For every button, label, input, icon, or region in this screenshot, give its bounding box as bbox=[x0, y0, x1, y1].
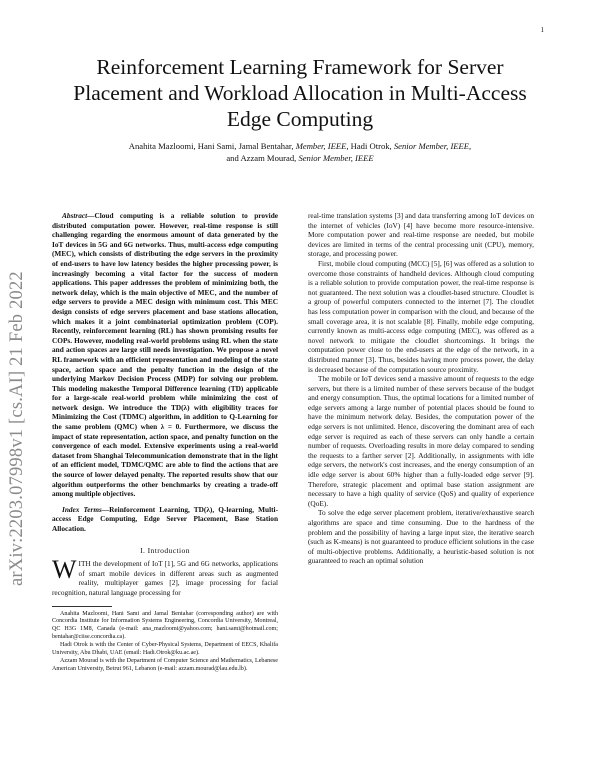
author-role-1: Member, IEEE, bbox=[295, 141, 349, 151]
author-role-3: Senior Member, IEEE bbox=[298, 152, 374, 163]
intro-text: ITH the development of IoT [1], 5G and 6G networks, applications of smart mobile devices in different areas such as augmented reality, multiplayer games [2], image processing for facial recognition, natural language processing for bbox=[52, 559, 278, 597]
footnote-divider bbox=[52, 606, 112, 607]
footnote: Azzam Mourad is with the Department of Computer Science and Mathematics, Lebanese American University, Beirut 961, Lebanon (e-mail: azzam.mourad@lau.edu.lb). bbox=[52, 658, 278, 672]
abstract-label: Abstract bbox=[62, 211, 88, 220]
section-heading-introduction: I. Introduction bbox=[140, 545, 190, 555]
arxiv-identifier: arXiv:2203.07998v1 [cs.AI] 21 Feb 2022 bbox=[7, 271, 27, 586]
abstract-text: —Cloud computing is a reliable solution to provide distributed computation power. However, real-time response is still challenging regarding the enormous amount of data generated by the IoT devices in 5G and 6G networks. Thus, multi-access edge computing (MEC), which consists of distributing the edge servers in the proximity of end-users to have low latency besides the higher processing power, is increasingly becoming a vital factor for the success of modern applications. This paper addresses the problem of minimizing both, the network delay, which is the main objective of MEC, and the number of edge servers to provide a MEC design with minimum cost. This MEC design consists of edge servers placement and base stations allocation, which makes it a joint combinatorial optimization problem (COP). Recently, reinforcement learning (RL) has shown promising results for COPs. However, modeling real-world problems using RL when the state and action spaces are large still needs investigation. We propose a novel RL framework with an efficient representation and modeling of the state space, action space and the penalty function in the design of the underlying Markov Decision Process (MDP) for solving our problem. This modeling makesthe Temporal Difference learning (TD) applicable for a large-scale real-world problem while minimizing the cost of network design. We introduce the TD(λ) with eligibility traces for Minimizing the Cost (TDMC) algorithm, in addition to Q-Learning for the same problem (QMC) when λ = 0. Furthermore, we discuss the impact of state representation, action space, and penalty function on the convergence of each model. Extensive experiments using a real-world dataset from Shanghai Telecommunication demonstrate that in the light of an efficient model, TDMC/QMC are able to find the actions that are the source of lower delayed penalty. The reported results show that our algorithm outperforms the other benchmarks by creating a trade-off among multiple objectives. bbox=[52, 211, 278, 499]
drop-cap: W bbox=[52, 555, 77, 585]
body-paragraph: To solve the edge server placement problem, iterative/exhaustive search algorithms are space and time consuming. Due to the hardness of the problem and the possibility of having a large input size, the iterative search (such as K-means) is not guaranteed to produce efficient solutions in the case of multi-objective problems. Additionally, a heuristic-based solution is not guaranteed to reach an optimal solution bbox=[308, 508, 534, 566]
footnote: Anahita Mazloomi, Hani Sami and Jamal Bentahar (corresponding author) are with Concordia Institute for Information Systems Engineering, Concordia University, Montreal, QC H3G 1M8, Canada (e-mail: ana_mazloomi@yahoo.com; hani.sami@hotmail.com; bentahar@ciise.concordia.ca). bbox=[52, 610, 278, 641]
right-column bbox=[308, 211, 534, 566]
body-paragraph: real-time translation systems [3] and data transferring among IoT devices on the internet of vehicles (IoV) [4] have become more resource-intensive. More computation power and real-time response are needed, but mobile devices are limited in terms of the central processing unit (CPU), memory, storage, and processing power. bbox=[308, 211, 534, 259]
body-paragraph: The mobile or IoT devices send a massive amount of requests to the edge servers, but there is a limited number of these servers because of the budget and energy consumption. Thus, the optimal locations for a limited number of edge servers among a large number of potential places should be found to have the minimum network delay. Besides, the computation power of the edge servers is not unlimited. Hence, discovering the dominant area of each edge server is required as each of these servers can only handle a certain number of requests. Overloading results in more delay compared to sending the requests to a farther server [2]. Additionally, in assignments with idle edge servers, the network's cost increases, and the energy consumption of an idle edge server is about 60% higher than a fully-loaded edge server [9]. Therefore, strategic placement and optimal base station assignment are necessary to have a high quality of service (QoS) and quality of experience (QoE). bbox=[308, 374, 534, 508]
index-terms-label: Index Terms bbox=[62, 504, 102, 514]
intro-paragraph bbox=[52, 555, 278, 597]
author-names-1: Anahita Mazloomi, Hani Sami, Jamal Bentahar, bbox=[128, 141, 294, 151]
author-names-2: Hadi Otrok, bbox=[350, 141, 392, 151]
paper-title: Reinforcement Learning Framework for Server Placement and Workload Allocation in Multi-Access Edge Computing bbox=[73, 55, 527, 131]
index-terms-text: —Reinforcement Learning, TD(λ), Q-learning, Multi-access Edge Computing, Edge Server Placement, Base Station Allocation. bbox=[52, 504, 278, 533]
left-column bbox=[52, 211, 278, 674]
author-names-3: and Azzam Mourad, bbox=[226, 152, 297, 163]
author-role-2: Senior Member, IEEE, bbox=[393, 141, 472, 151]
footnote: Hadi Otrok is with the Center of Cyber-Physical Systems, Department of EECS, Khalifa University, Abu Dhabi, UAE (email: Hadi.Otrok@ku.ac.ae). bbox=[52, 642, 278, 657]
index-terms bbox=[52, 505, 278, 534]
abstract bbox=[52, 211, 278, 499]
page-number: 1 bbox=[540, 26, 544, 34]
body-paragraph: First, mobile cloud computing (MCC) [5], [6] was offered as a solution to overcome those constraints of handheld devices. Although cloud computing is a reliable solution to provide computation power, the real-time response is not guaranteed. The next solution was a cloudlet-based structure. Cloudlet is a group of powerful computers connected to the internet [7]. The cloudlet has less computation power in comparison with the cloud, and because of the small coverage area, it is not scalable [8]. Finally, mobile edge computing, currently known as multi-access edge computing (MEC), was offered as a novel network to mitigate the cloudlet shortcomings. It brings the computation power close to the end-users at the edge of the network, in a distributed manner [3]. Thus, besides having more process power, the delay is decreased because of the computation source proximity. bbox=[308, 258, 534, 374]
author-list bbox=[60, 141, 540, 164]
